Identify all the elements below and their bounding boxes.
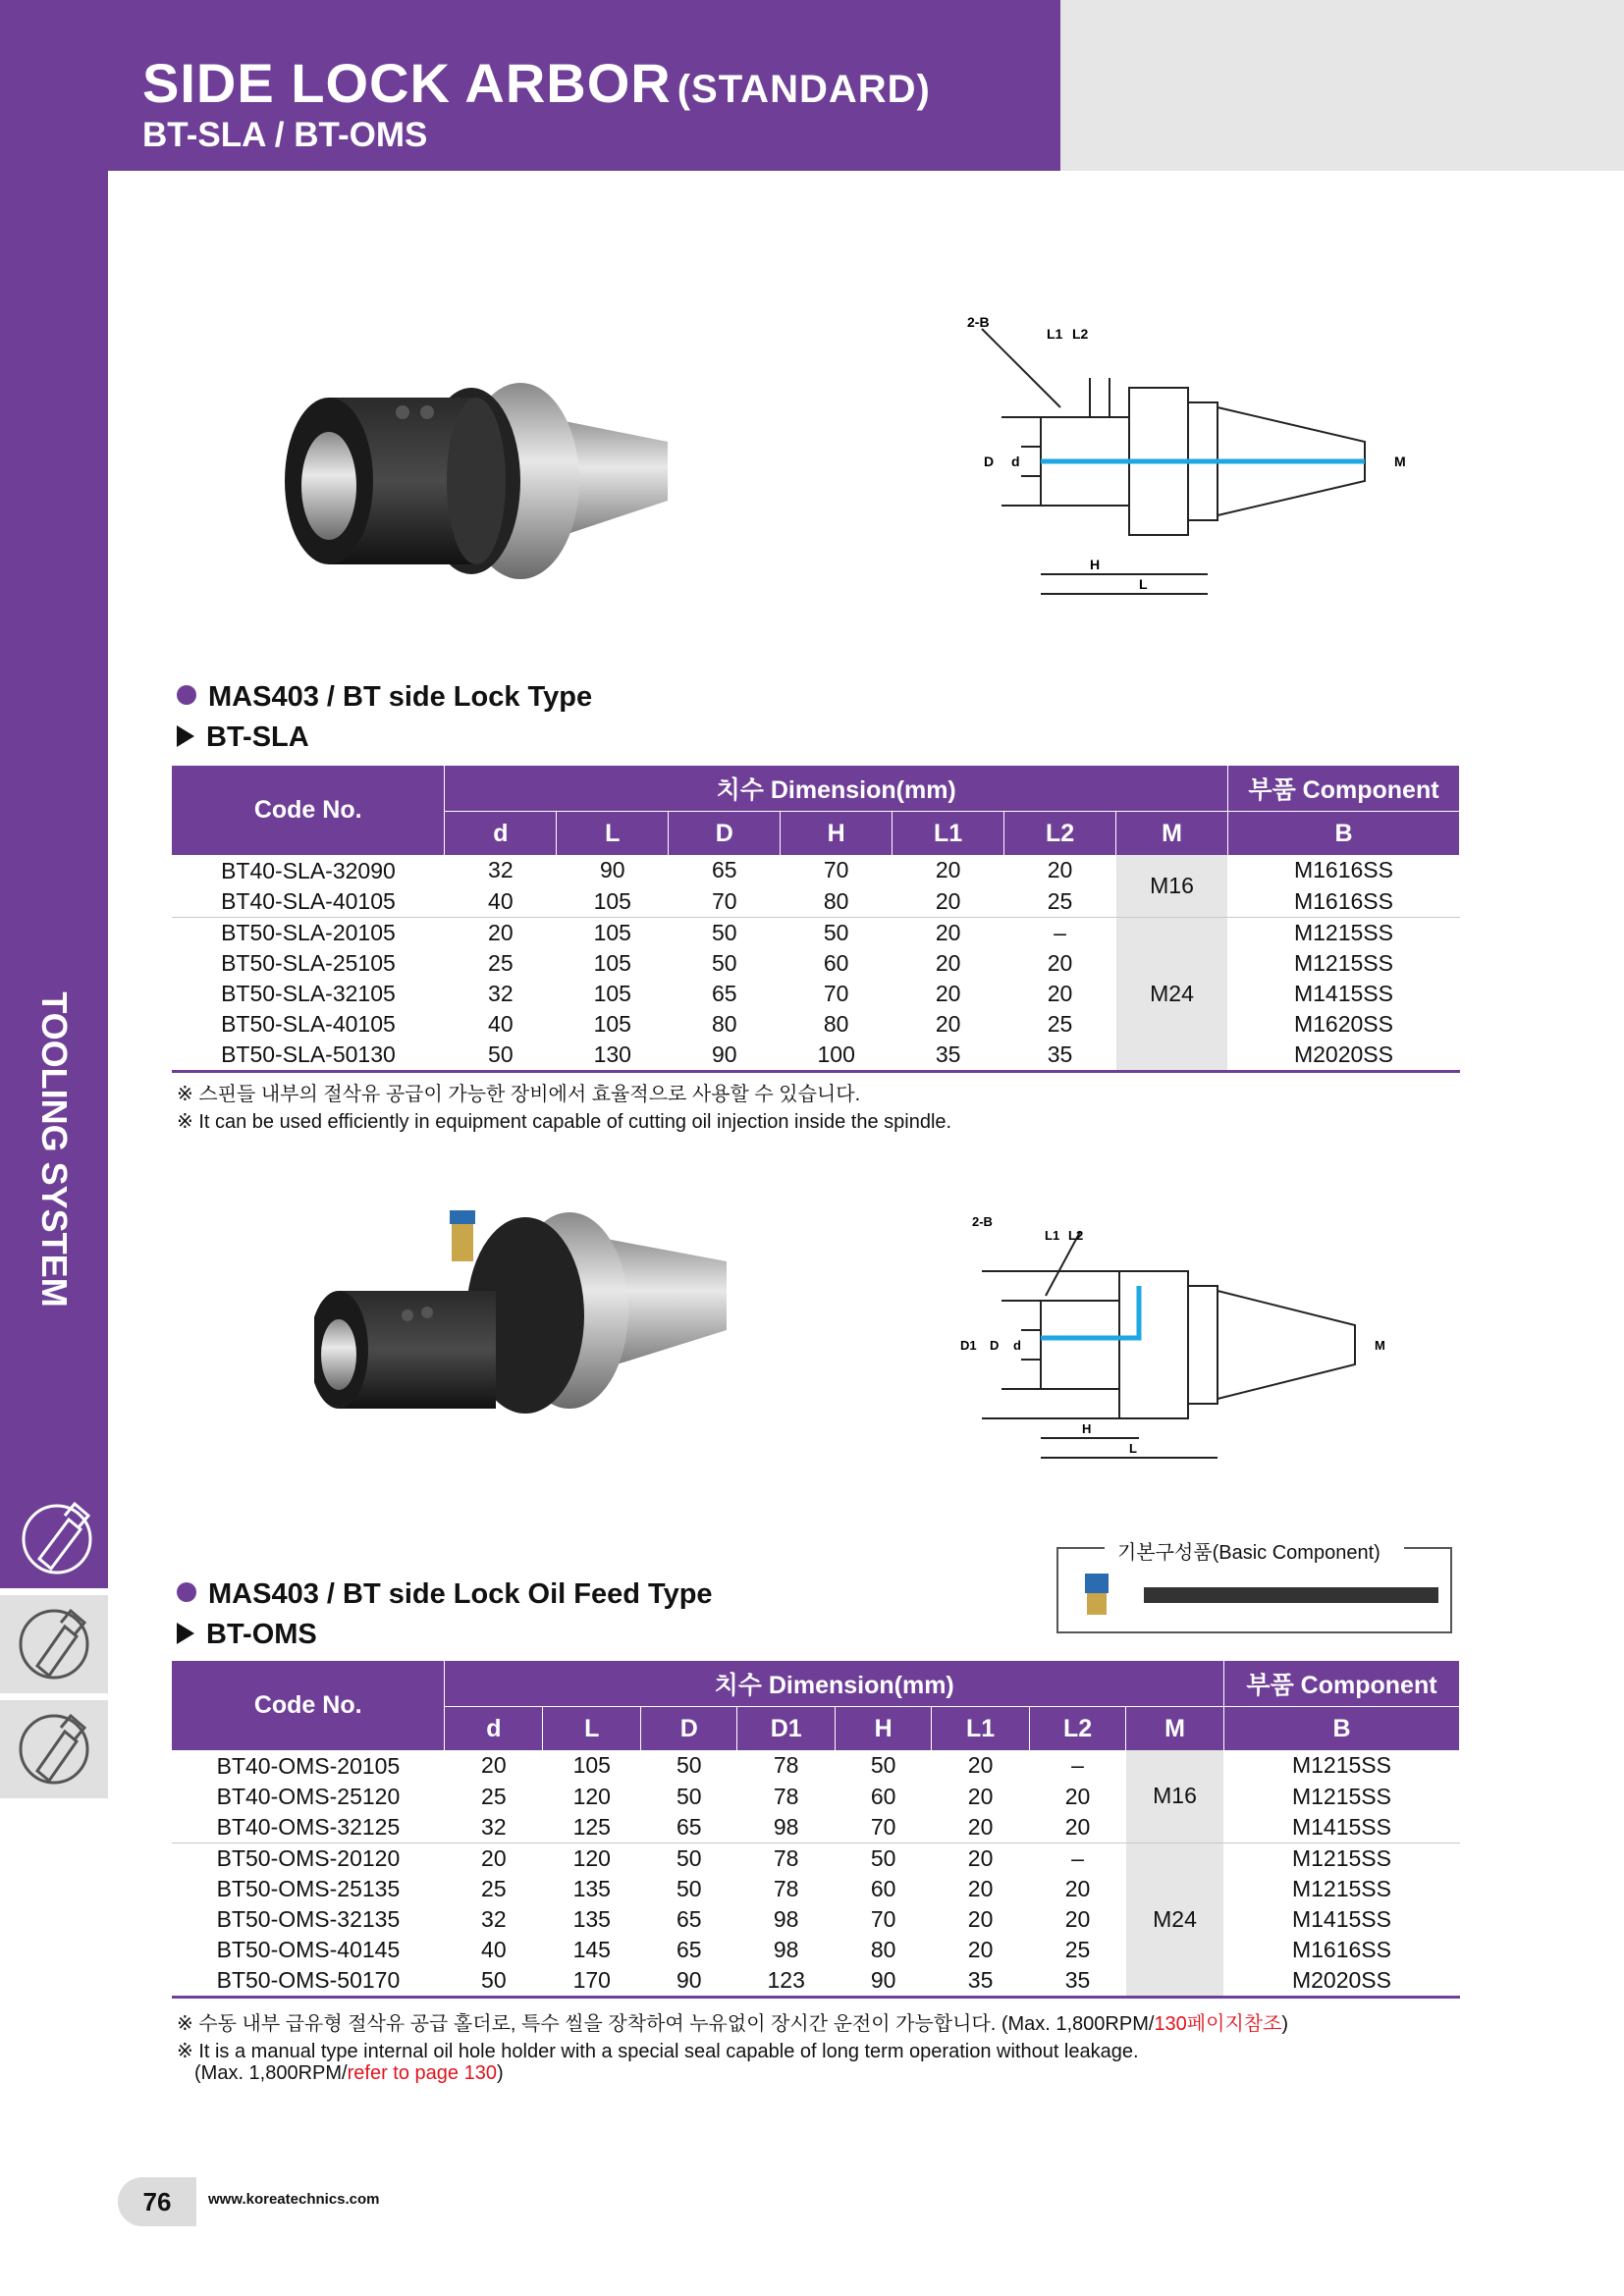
bt-sla-product-photo [275, 353, 687, 609]
spec-table-oms [172, 1661, 1460, 1999]
table-row [172, 1965, 1460, 1998]
table-cell: 65 [676, 1936, 702, 1962]
label-d-big: D [984, 454, 995, 469]
table-row [172, 1935, 1460, 1965]
table-cell: M1415SS [1291, 1905, 1391, 1932]
table-cell: 90 [836, 1965, 932, 1998]
table-cell: 50 [641, 1842, 737, 1874]
section-title-sla: MAS403 / BT side Lock Type [177, 681, 592, 714]
table-cell: 40 [488, 887, 514, 914]
section-subtitle-sla: BT-SLA [177, 721, 309, 754]
col-header: d [445, 812, 557, 856]
table-cell: M2020SS [1223, 1965, 1459, 1998]
table-row [172, 979, 1460, 1009]
table-cell: 60 [870, 1875, 896, 1901]
sidebar-label: TOOLING SYSTEM [34, 991, 75, 1308]
table-cell: 65 [711, 980, 737, 1006]
table-cell: 135 [572, 1905, 611, 1932]
table-cell: 20 [1064, 1813, 1091, 1840]
table-cell: 80 [823, 887, 849, 914]
table-cell: 80 [711, 1010, 737, 1037]
table-cell: M1616SS [1293, 857, 1393, 883]
table-cell: 20 [445, 917, 557, 948]
sidebar-tab-holder[interactable] [0, 1595, 108, 1693]
table-cell: 32 [481, 1905, 507, 1932]
table-cell: – [1071, 1752, 1084, 1779]
table-row [172, 948, 1460, 979]
table-cell: 130 [557, 1040, 669, 1072]
bt-sla-technical-drawing [943, 309, 1434, 604]
table-cell: 105 [593, 980, 631, 1006]
table-cell: 105 [572, 1752, 611, 1779]
m-cell: M16 [1116, 855, 1228, 917]
note-en-sla: ※ It can be used efficiently in equipment capable of cutting oil injection inside the spindle. [177, 1111, 952, 1133]
table-cell: 20 [967, 1813, 994, 1840]
table-cell: 40 [488, 1010, 514, 1037]
table-cell: 32 [488, 857, 514, 883]
table-cell: 78 [773, 1783, 799, 1809]
table-cell: 32 [488, 980, 514, 1006]
table-cell: M1415SS [1293, 980, 1393, 1006]
table-cell: 60 [823, 949, 849, 976]
m-cell: M24 [1116, 917, 1228, 1071]
table-cell: 25 [481, 1875, 507, 1901]
table-cell: 20 [1064, 1905, 1091, 1932]
table-cell: 20 [967, 1936, 994, 1962]
table-cell: 78 [737, 1842, 836, 1874]
table-cell: 50 [711, 949, 737, 976]
table-row [172, 917, 1460, 948]
table-cell: 20 [935, 1010, 961, 1037]
table-cell: 90 [669, 1040, 781, 1072]
table-cell: 25 [481, 1783, 507, 1809]
table-cell: 20 [481, 1752, 507, 1779]
col-header: M [1116, 812, 1228, 856]
arrow-right-icon [177, 725, 194, 747]
label-l1: L1 [1045, 1228, 1060, 1243]
basic-component-label: 기본구성품(Basic Component) [1111, 1536, 1386, 1565]
table-cell: 20 [893, 917, 1004, 948]
table-cell: 25 [1047, 887, 1073, 914]
spec-table-sla [172, 766, 1460, 1073]
section-title-oms: MAS403 / BT side Lock Oil Feed Type [177, 1578, 713, 1611]
table-cell: 50 [676, 1783, 702, 1809]
table-cell: BT50-OMS-25135 [216, 1875, 401, 1901]
table-cell: BT50-OMS-20120 [172, 1842, 445, 1874]
table-cell: 78 [773, 1752, 799, 1779]
label-l1: L1 [1047, 326, 1063, 342]
table-cell: M1215SS [1291, 1875, 1391, 1901]
website-link[interactable]: www.koreatechnics.com [208, 2191, 380, 2208]
table-cell: 80 [870, 1936, 896, 1962]
label-m: M [1375, 1338, 1385, 1353]
table-cell: 20 [1047, 857, 1073, 883]
table-cell: 20 [1064, 1783, 1091, 1809]
table-cell: 20 [935, 949, 961, 976]
table-cell: 35 [1004, 1040, 1116, 1072]
col-header: L [557, 812, 669, 856]
label-2b: 2-B [967, 314, 990, 330]
table-cell: 35 [932, 1965, 1030, 1998]
table-cell: 50 [445, 1965, 543, 1998]
table-cell: 50 [781, 917, 893, 948]
table-cell: BT50-SLA-40105 [221, 1010, 396, 1037]
col-header: L1 [893, 812, 1004, 856]
label-d-small: d [1011, 454, 1020, 469]
col-header: L [543, 1707, 641, 1751]
table-cell: BT40-SLA-40105 [221, 887, 396, 914]
table-cell: 20 [967, 1783, 994, 1809]
table-cell: 70 [711, 887, 737, 914]
table-cell: 98 [773, 1936, 799, 1962]
table-cell: 98 [773, 1813, 799, 1840]
page-number: 76 [118, 2177, 196, 2226]
tool-holder-icon [0, 1595, 108, 1693]
table-cell: – [1004, 917, 1116, 948]
table-cell: 20 [967, 1752, 994, 1779]
table-row [172, 1009, 1460, 1040]
table-cell: 50 [676, 1875, 702, 1901]
table-cell: 50 [870, 1752, 896, 1779]
table-cell: 32 [481, 1813, 507, 1840]
col-header: H [781, 812, 893, 856]
sidebar-tab-arbor[interactable] [0, 1490, 108, 1588]
label-l2: L2 [1072, 326, 1089, 342]
table-cell: 20 [1064, 1875, 1091, 1901]
col-header: d [445, 1707, 543, 1751]
header-grey-block [1060, 0, 1624, 171]
table-cell: 65 [711, 857, 737, 883]
table-cell: BT50-OMS-40145 [216, 1936, 401, 1962]
table-cell: 65 [676, 1813, 702, 1840]
bullet-icon [177, 1582, 196, 1602]
table-cell: 25 [1064, 1936, 1091, 1962]
bt-oms-product-photo [314, 1202, 736, 1458]
table-cell: BT50-SLA-32105 [221, 980, 396, 1006]
col-header: L2 [1004, 812, 1116, 856]
table-cell: 123 [737, 1965, 836, 1998]
label-h: H [1090, 557, 1101, 572]
m-cell: M24 [1126, 1842, 1224, 1997]
col-header: D1 [737, 1707, 836, 1751]
label-d1: D1 [960, 1338, 977, 1353]
table-cell: M1415SS [1291, 1813, 1391, 1840]
note-kr-oms: ※ 수동 내부 급유형 절삭유 공급 홀더로, 특수 씰을 장착하여 누유없이 장시간 운전이 가능합니다. (Max. 1,800RPM/130페이지참조) [177, 2013, 1289, 2035]
label-d-big: D [990, 1338, 1000, 1353]
tool-holder-icon [0, 1700, 108, 1798]
table-row [172, 1842, 1460, 1874]
table-cell: 20 [967, 1905, 994, 1932]
label-d-small: d [1013, 1338, 1021, 1353]
table-cell: 98 [773, 1905, 799, 1932]
dimension-header: 치수 Dimension(mm) [445, 1661, 1224, 1707]
table-cell: 35 [893, 1040, 1004, 1072]
table-cell: 70 [823, 857, 849, 883]
table-cell: 20 [1047, 949, 1073, 976]
table-row [172, 855, 1460, 886]
component-header: 부품 Component [1223, 1661, 1459, 1707]
table-cell: 90 [599, 857, 625, 883]
label-l2: L2 [1068, 1228, 1084, 1243]
table-cell: BT40-SLA-32090 [221, 857, 396, 883]
arrow-right-icon [177, 1623, 194, 1644]
table-cell: M1215SS [1291, 1783, 1391, 1809]
tool-holder-icon [0, 1490, 108, 1588]
table-cell: 125 [572, 1813, 611, 1840]
page-title: SIDE LOCK ARBOR (STANDARD) [142, 52, 931, 114]
table-cell: 145 [572, 1936, 611, 1962]
m-cell: M16 [1126, 1750, 1224, 1842]
col-header: L2 [1030, 1707, 1126, 1751]
table-cell: 70 [823, 980, 849, 1006]
table-cell: BT40-OMS-25120 [216, 1783, 401, 1809]
label-l: L [1139, 576, 1148, 592]
table-cell: 105 [593, 949, 631, 976]
table-cell: M1215SS [1291, 1752, 1391, 1779]
table-cell: M2020SS [1227, 1040, 1459, 1072]
table-cell: 70 [870, 1905, 896, 1932]
table-cell: 90 [641, 1965, 737, 1998]
col-header: M [1126, 1707, 1224, 1751]
label-l: L [1129, 1441, 1137, 1456]
label-m: M [1394, 454, 1406, 469]
table-cell: 105 [593, 887, 631, 914]
label-2b: 2-B [972, 1214, 993, 1229]
table-cell: 20 [932, 1842, 1030, 1874]
table-cell: 20 [445, 1842, 543, 1874]
table-cell: 120 [543, 1842, 641, 1874]
note-en-oms-2: (Max. 1,800RPM/refer to page 130) [194, 2062, 504, 2084]
col-header: B [1223, 1707, 1459, 1751]
col-header: H [836, 1707, 932, 1751]
table-cell: BT40-OMS-32125 [216, 1813, 401, 1840]
table-cell: 20 [935, 887, 961, 914]
table-cell: 170 [543, 1965, 641, 1998]
table-cell: 20 [935, 980, 961, 1006]
bullet-icon [177, 685, 196, 705]
table-row [172, 1750, 1460, 1782]
table-row [172, 1812, 1460, 1843]
note-en-oms-1: ※ It is a manual type internal oil hole holder with a special seal capable of long term operation without leakage. [177, 2041, 1139, 2062]
table-cell: 120 [572, 1783, 611, 1809]
table-cell: 50 [676, 1752, 702, 1779]
table-cell: BT50-SLA-50130 [172, 1040, 445, 1072]
table-cell: 50 [836, 1842, 932, 1874]
table-cell: 105 [593, 1010, 631, 1037]
col-header: B [1227, 812, 1459, 856]
table-cell: M1620SS [1293, 1010, 1393, 1037]
table-cell: 100 [781, 1040, 893, 1072]
table-cell: 65 [676, 1905, 702, 1932]
sidebar-tab-collet[interactable] [0, 1700, 108, 1798]
col-header: L1 [932, 1707, 1030, 1751]
code-header: Code No. [172, 1661, 445, 1750]
code-header: Code No. [172, 766, 445, 855]
bt-oms-technical-drawing [943, 1212, 1404, 1468]
table-cell: BT50-SLA-20105 [172, 917, 445, 948]
col-header: D [641, 1707, 737, 1751]
table-cell: 20 [967, 1875, 994, 1901]
table-cell: M1215SS [1293, 949, 1393, 976]
table-cell: 50 [669, 917, 781, 948]
note-kr-sla: ※ 스핀들 내부의 절삭유 공급이 가능한 장비에서 효율적으로 사용할 수 있습니다. [177, 1084, 861, 1105]
component-header: 부품 Component [1227, 766, 1459, 812]
table-cell: BT40-OMS-20105 [216, 1752, 401, 1779]
table-cell: M1215SS [1227, 917, 1459, 948]
table-cell: 78 [773, 1875, 799, 1901]
table-cell: 20 [1047, 980, 1073, 1006]
table-cell: 60 [870, 1783, 896, 1809]
table-cell: 40 [481, 1936, 507, 1962]
table-cell: 80 [823, 1010, 849, 1037]
table-cell: M1616SS [1293, 887, 1393, 914]
table-row [172, 886, 1460, 918]
table-cell: 70 [870, 1813, 896, 1840]
table-cell: 105 [557, 917, 669, 948]
table-row [172, 1782, 1460, 1812]
table-cell: BT50-SLA-25105 [221, 949, 396, 976]
table-cell: BT50-OMS-50170 [172, 1965, 445, 1998]
table-cell: 135 [572, 1875, 611, 1901]
table-cell: 25 [488, 949, 514, 976]
col-header: D [669, 812, 781, 856]
sidebar [0, 171, 108, 1584]
table-cell: 25 [1047, 1010, 1073, 1037]
table-cell: M1616SS [1291, 1936, 1391, 1962]
dimension-header: 치수 Dimension(mm) [445, 766, 1228, 812]
table-cell: 20 [935, 857, 961, 883]
table-row [172, 1874, 1460, 1904]
section-subtitle-oms: BT-OMS [177, 1619, 317, 1651]
table-cell: – [1030, 1842, 1126, 1874]
table-row [172, 1040, 1460, 1072]
table-cell: 50 [445, 1040, 557, 1072]
table-row [172, 1904, 1460, 1935]
table-cell: M1215SS [1223, 1842, 1459, 1874]
table-cell: BT50-OMS-32135 [216, 1905, 401, 1932]
page-subtitle: BT-SLA / BT-OMS [142, 116, 428, 154]
table-cell: 35 [1030, 1965, 1126, 1998]
label-h: H [1082, 1421, 1092, 1436]
